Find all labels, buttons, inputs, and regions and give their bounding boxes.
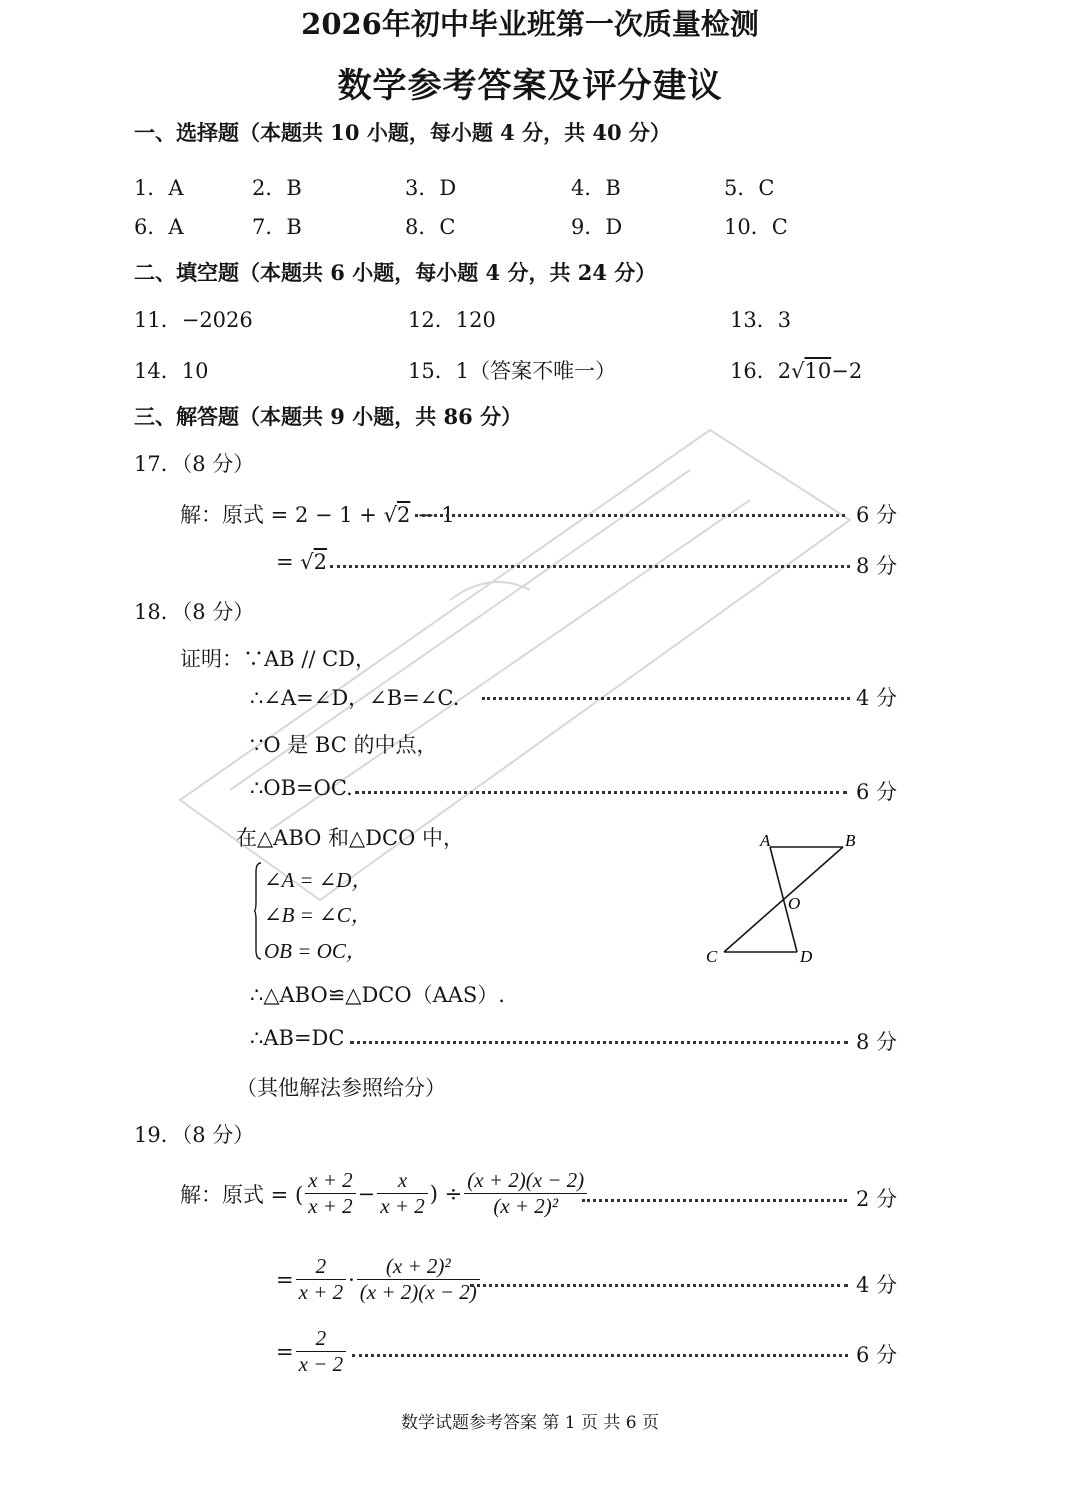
fraction-denominator: x + 2 [296,1279,347,1305]
document-subtitle: 数学参考答案及评分建议 [337,66,723,106]
fraction [296,1254,347,1305]
dotted-leader [355,791,847,794]
equals-sign: = [276,1267,294,1292]
q17-line1-prefix: 解：原式 = 2 − 1 + [180,503,384,527]
point-label-b: B [845,831,856,850]
q19-score3: 6 分 [856,1343,898,1367]
q18-score3: 8 分 [856,1030,898,1054]
fraction-numerator: (x + 2)² [385,1254,451,1278]
fraction [305,1168,356,1219]
fraction-numerator: 2 [315,1254,327,1278]
q17-score1: 6 分 [856,503,898,527]
q18-score2: 6 分 [856,780,898,804]
geometry-figure [700,822,870,972]
answer-item: 14．10 [134,359,209,383]
fraction [296,1326,347,1377]
dotted-leader [352,1354,848,1357]
answer-item: 4．B [571,176,621,200]
fraction [357,1254,480,1305]
fraction-denominator: (x + 2)² [464,1193,587,1219]
answer-item: 7．B [252,215,302,239]
answer-item: 12．120 [408,308,496,332]
answer-item: 1．A [134,176,184,200]
fraction-denominator: x + 2 [377,1193,428,1219]
point-label-c: C [706,947,718,966]
page-footer: 数学试题参考答案 第 1 页 共 6 页 [400,1413,660,1433]
dotted-leader [482,697,850,700]
answer-16-suffix: −2 [831,359,863,383]
q19-score2: 4 分 [856,1273,898,1297]
point-label-d: D [800,947,813,966]
q17-label: 17．（8 分） [134,452,255,476]
q19-line1 [180,1168,589,1219]
answer-item: 9．D [571,215,623,239]
sqrt-sign: √ [791,359,805,383]
multiply-dot: · [348,1267,355,1292]
q18-line5: 在△ABO 和△DCO 中， [236,826,464,850]
answer-item: 8．C [405,215,456,239]
answer-item: 2．B [252,176,302,200]
dotted-leader [582,1199,847,1202]
brace-condition: OB = OC， [264,939,367,963]
q18-line1: 证明：∵AB // CD， [180,647,377,671]
answer-item: 3．D [405,176,457,200]
sqrt-sign: √ [300,550,314,574]
equals-sign: = [276,1339,294,1364]
q18-line3: ∵O 是 BC 的中点， [250,733,438,757]
q17-line2-radicand: 2 [313,550,328,574]
q18-line4: ∴OB=OC. [250,776,353,800]
answer-item: 11．−2026 [134,308,253,332]
q17-score2: 8 分 [856,554,898,578]
answer-16-radicand: 10 [804,359,832,383]
sqrt-sign: √ [383,503,397,527]
fraction-numerator: x [397,1168,408,1192]
q17-line2 [276,550,327,574]
answer-16-prefix: 16．2 [730,359,792,383]
q19-line2 [276,1254,482,1305]
q18-line2: ∴∠A=∠D，∠B=∠C. [250,686,460,710]
answer-item-16 [730,355,862,385]
q17-line2-prefix: = [276,550,301,574]
section1-heading: 一、选择题（本题共 10 小题，每小题 4 分，共 40 分） [134,120,671,145]
fraction-denominator: x + 2 [305,1193,356,1219]
fraction-denominator: x − 2 [296,1351,347,1377]
dotted-leader [350,1041,848,1044]
fraction-denominator: (x + 2)(x − 2) [357,1279,480,1305]
fraction-numerator: 2 [315,1326,327,1350]
q18-score1: 4 分 [856,686,898,710]
q17-line1-suffix: − 1 [410,503,455,527]
q18-note: （其他解法参照给分） [236,1076,446,1100]
brace-condition: ∠A = ∠D， [264,868,373,892]
dotted-leader [470,1284,848,1287]
minus-sign: − [357,1181,376,1206]
fraction-numerator: x + 2 [308,1168,353,1192]
dotted-leader [330,565,850,568]
answer-item: 5．C [724,176,775,200]
section3-heading: 三、解答题（本题共 9 小题，共 86 分） [134,404,523,429]
close-paren-divide: ) ÷ [429,1181,463,1206]
q17-line1-radicand: 2 [396,503,411,527]
point-label-a: A [760,831,771,850]
answer-item: 13．3 [730,308,792,332]
exam-title: 2026年初中毕业班第一次质量检测 [301,7,759,41]
q18-line7: ∴AB=DC [250,1026,345,1050]
point-label-o: O [788,894,801,913]
q19-line1-prefix: 解：原式 = ( [180,1182,304,1207]
fraction-numerator: (x + 2)(x − 2) [467,1168,585,1192]
left-brace [254,862,262,960]
brace-condition: ∠B = ∠C， [264,903,372,927]
q19-line3 [276,1326,348,1377]
q18-line6: ∴△ABO≌△DCO（AAS）. [250,983,505,1007]
q19-score1: 2 分 [856,1187,898,1211]
q18-label: 18．（8 分） [134,600,255,624]
section2-heading: 二、填空题（本题共 6 小题，每小题 4 分，共 24 分） [134,260,657,285]
dotted-leader [415,514,845,517]
answer-item: 10．C [724,215,788,239]
q19-label: 19．（8 分） [134,1123,255,1147]
answer-item: 6．A [134,215,184,239]
answer-item: 15．1（答案不唯一） [408,359,617,383]
fraction [377,1168,428,1219]
fraction [464,1168,587,1219]
q17-line1 [180,499,455,529]
